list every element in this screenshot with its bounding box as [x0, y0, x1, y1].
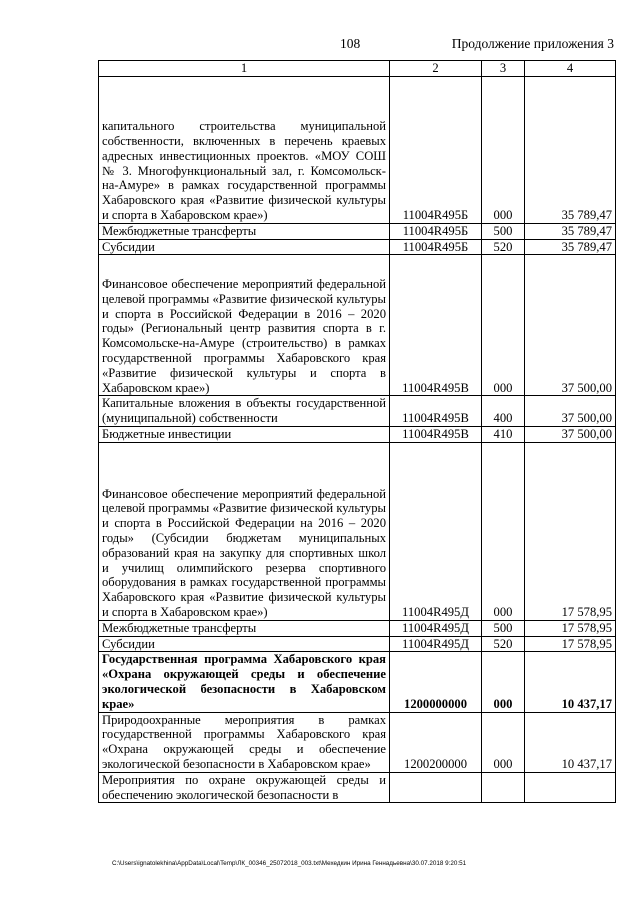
row-amount: 17 578,95 [525, 636, 616, 652]
table-row [99, 396, 616, 427]
row-amount: 10 437,17 [525, 712, 616, 772]
row-code: 11004R495Б [390, 223, 482, 239]
row-expense-type: 000 [482, 76, 525, 223]
row-code: 11004R495Б [390, 239, 482, 255]
row-code: 11004R495Б [390, 76, 482, 223]
row-expense-type: 000 [482, 712, 525, 772]
row-amount: 17 578,95 [525, 442, 616, 620]
row-description: Субсидии [99, 239, 390, 255]
row-expense-type [482, 772, 525, 803]
row-amount: 35 789,47 [525, 76, 616, 223]
row-amount: 10 437,17 [525, 652, 616, 712]
row-description: капитального строительства муниципальной собственности, включенных в перечень краевых адресных инвестиционных проектов. «МОУ СОШ № 3. Многофункциональный зал, г. Комсомольск-на-Амуре» в рамках государственной программы Хабаровского края «Развитие физической культуры и спорта в Хабаровском крае») [99, 76, 390, 223]
row-amount: 35 789,47 [525, 223, 616, 239]
table-row [99, 239, 616, 255]
row-expense-type: 000 [482, 442, 525, 620]
row-description: Финансовое обеспечение мероприятий федеральной целевой программы «Развитие физической культуры и спорта в Российской Федерации на 2016 – 2020 годы» (Субсидии бюджетам муниципальных образований края на закупку для спортивных школ и училищ олимпийского резерва спортивного оборудования в рамках государственной программы Хабаровского края «Развитие физической культуры и спорта в Хабаровском крае») [99, 442, 390, 620]
row-code: 11004R495В [390, 426, 482, 442]
column-header: 1 [99, 61, 390, 77]
table-row [99, 442, 616, 620]
column-header: 3 [482, 61, 525, 77]
table-row [99, 223, 616, 239]
row-amount: 17 578,95 [525, 620, 616, 636]
row-expense-type: 000 [482, 652, 525, 712]
row-expense-type: 520 [482, 636, 525, 652]
row-amount: 37 500,00 [525, 255, 616, 396]
table-row [99, 76, 616, 223]
row-expense-type: 500 [482, 223, 525, 239]
column-header: 4 [525, 61, 616, 77]
row-description: Бюджетные инвестиции [99, 426, 390, 442]
row-expense-type: 520 [482, 239, 525, 255]
row-description: Природоохранные мероприятия в рамках государственной программы Хабаровского края «Охрана окружающей среды и обеспечение экологической безопасности в Хабаровском крае» [99, 712, 390, 772]
row-code: 11004R495В [390, 255, 482, 396]
row-amount: 37 500,00 [525, 396, 616, 427]
table-row [99, 620, 616, 636]
row-expense-type: 000 [482, 255, 525, 396]
table-row [99, 772, 616, 803]
row-description: Мероприятия по охране окружающей среды и обеспечению экологической безопасности в [99, 772, 390, 803]
continuation-label: Продолжение приложения 3 [451, 36, 614, 51]
row-amount: 35 789,47 [525, 239, 616, 255]
row-code: 11004R495Д [390, 636, 482, 652]
row-description: Капитальные вложения в объекты государственной (муниципальной) собственности [99, 396, 390, 427]
budget-table [98, 60, 616, 803]
row-expense-type: 410 [482, 426, 525, 442]
row-expense-type: 500 [482, 620, 525, 636]
table-row [99, 652, 616, 712]
row-description: Государственная программа Хабаровского края «Охрана окружающей среды и обеспечение экологической безопасности в Хабаровском крае» [99, 652, 390, 712]
row-expense-type: 400 [482, 396, 525, 427]
table-row [99, 426, 616, 442]
row-code: 11004R495Д [390, 620, 482, 636]
row-code: 1200200000 [390, 712, 482, 772]
row-description: Межбюджетные трансферты [99, 223, 390, 239]
table-row [99, 636, 616, 652]
row-code: 1200000000 [390, 652, 482, 712]
column-header: 2 [390, 61, 482, 77]
row-code: 11004R495В [390, 396, 482, 427]
file-path-footer: C:\Users\ignatolekhina\AppData\Local\Temp\ЛК_00346_25072018_003.txt\Мехедкин Ирина Геннадьевна\30.07.2018 9:20:51 [112, 860, 467, 867]
table-row [99, 712, 616, 772]
row-amount: 37 500,00 [525, 426, 616, 442]
row-description: Межбюджетные трансферты [99, 620, 390, 636]
row-description: Субсидии [99, 636, 390, 652]
table-row [99, 255, 616, 396]
row-amount [525, 772, 616, 803]
row-code: 11004R495Д [390, 442, 482, 620]
page-number: 108 [340, 36, 361, 51]
table-header-row [99, 61, 616, 77]
row-description: Финансовое обеспечение мероприятий федеральной целевой программы «Развитие физической культуры и спорта в Российской Федерации в 2016 – 2020 годы» (Региональный центр развития спорта в г. Комсомольске-на-Амуре (строительство) в рамках государственной программы Хабаровского края «Развитие физической культуры и спорта в Хабаровском крае») [99, 255, 390, 396]
row-code [390, 772, 482, 803]
